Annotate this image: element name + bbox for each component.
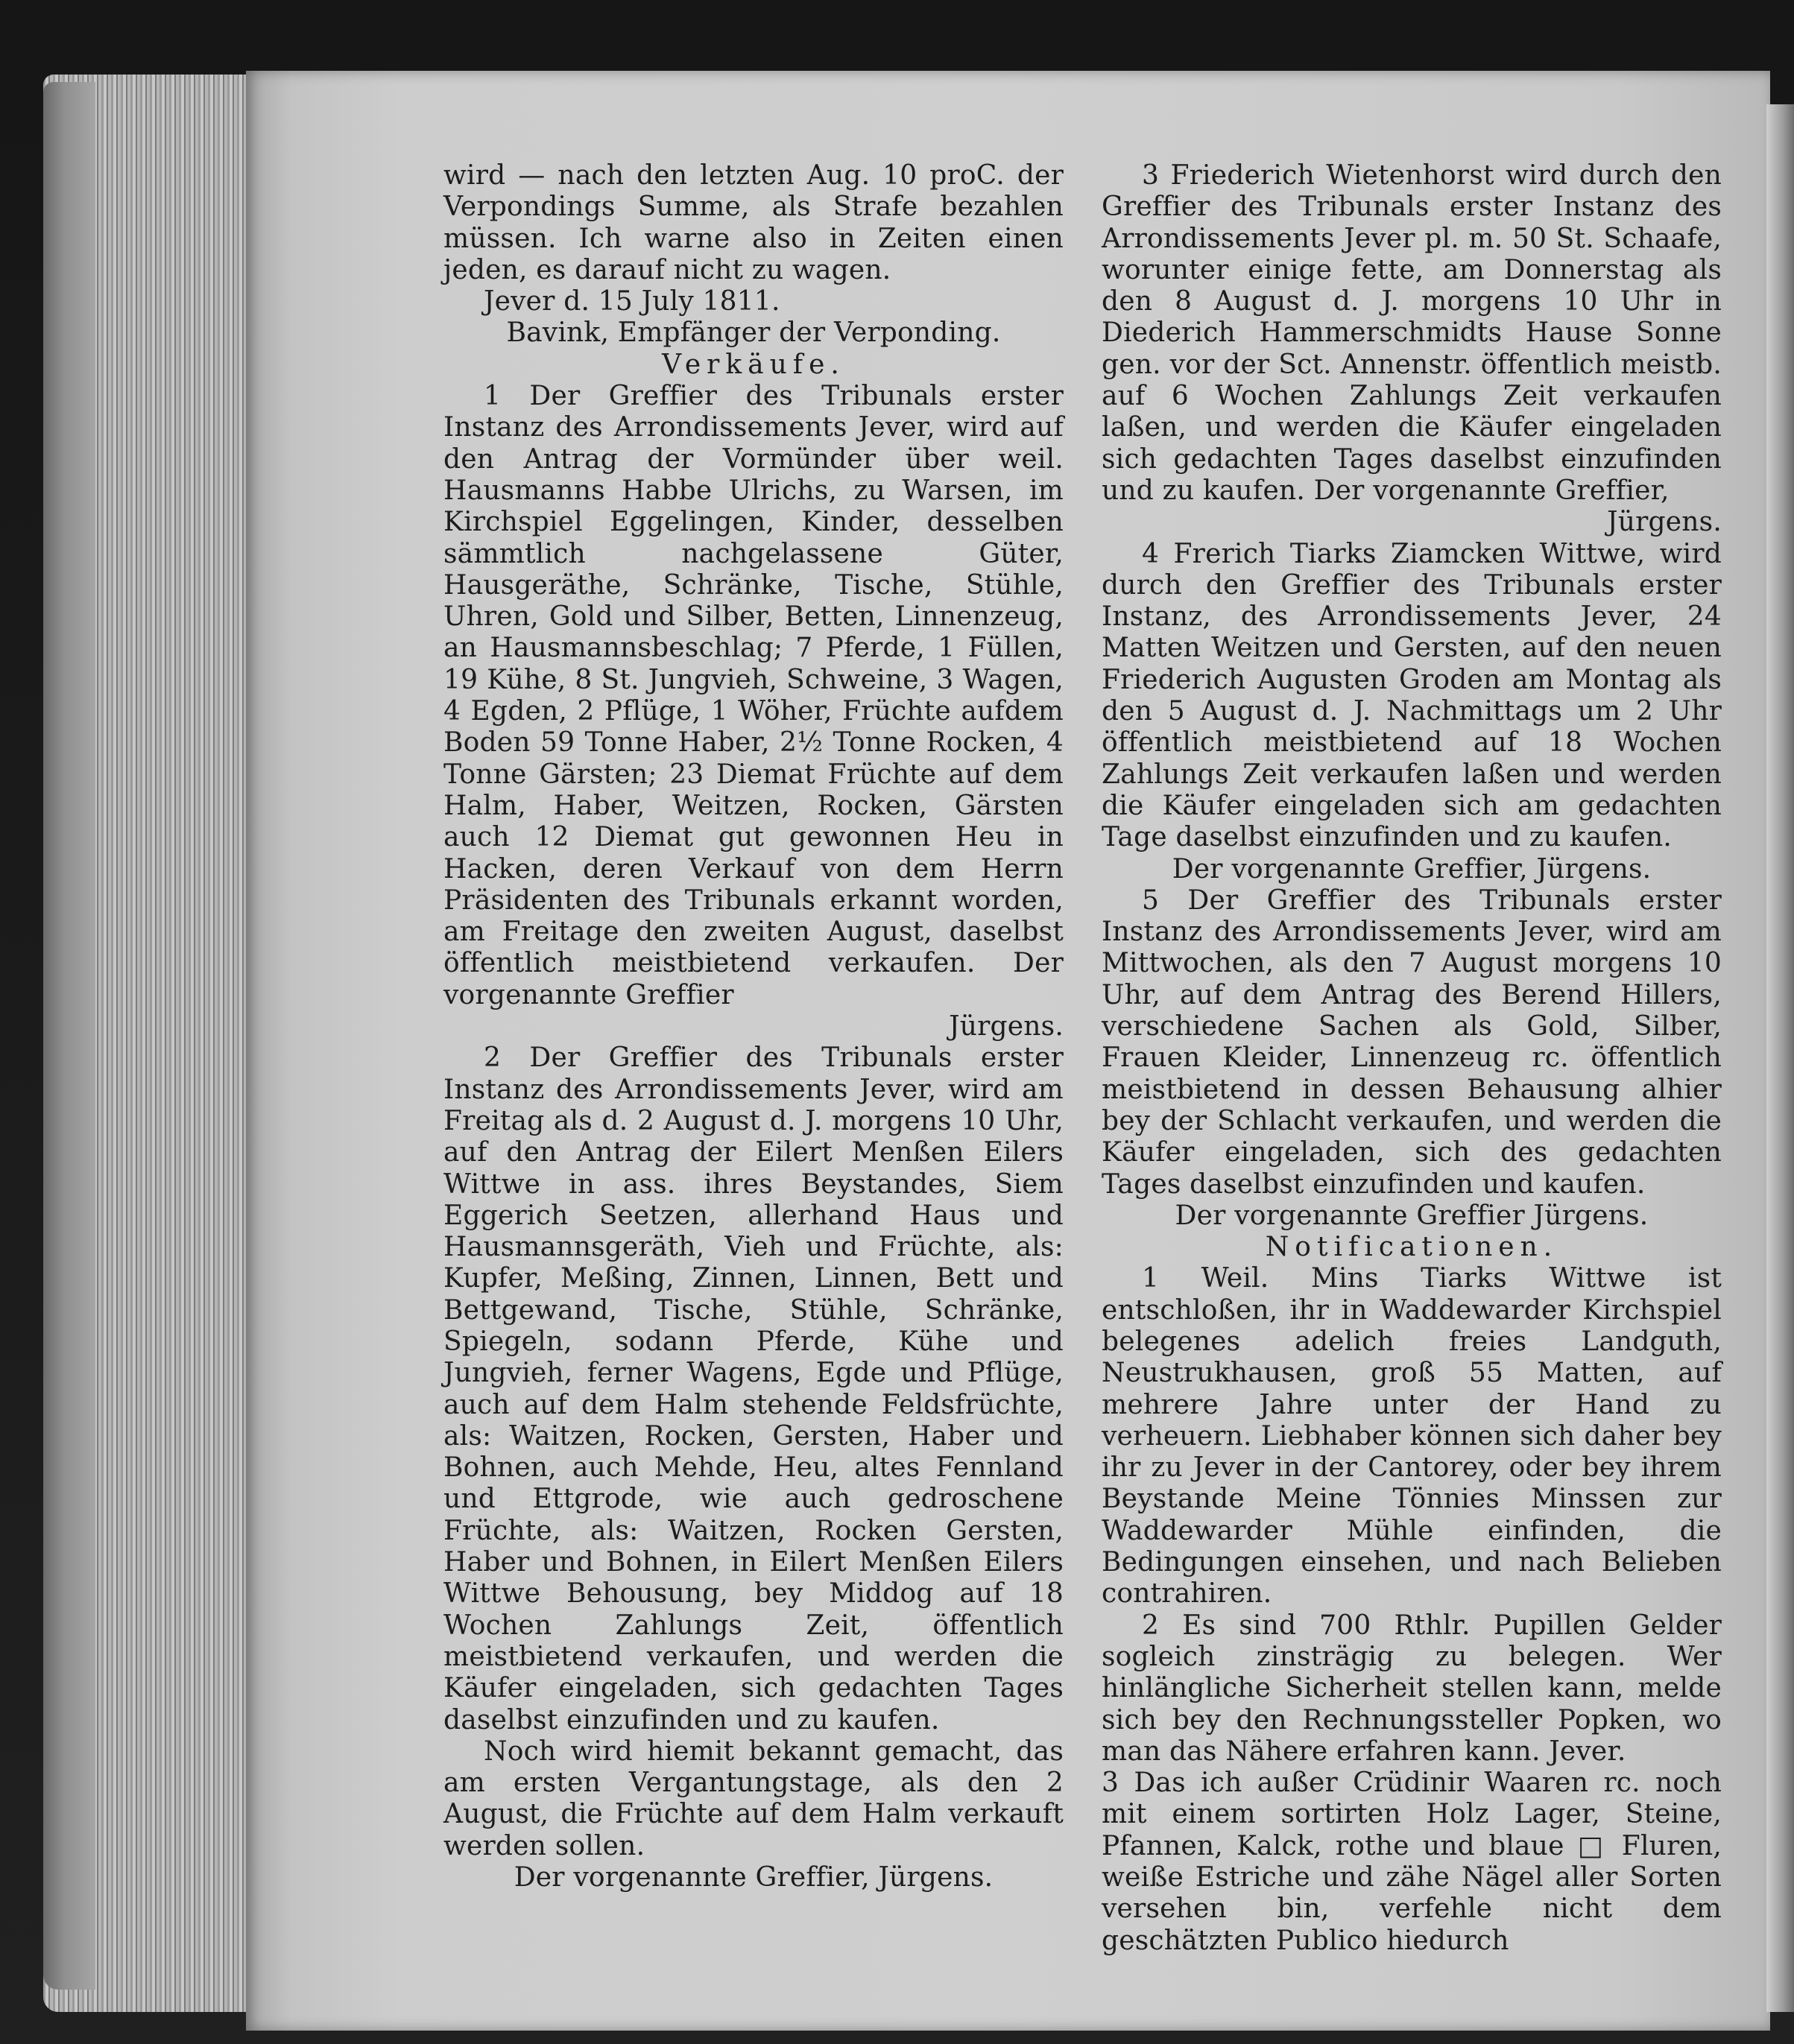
dateline: Jever d. 15 July 1811. [484, 286, 780, 317]
notice-2: 2 Der Greffier des Tribunals erster Instanz des Arrondissements Jever, wird am Freitag als d. 2 August d. J. morgens 10 Uhr, auf den Antrag der Eilert Menßen Eilers Wittwe in ass. ihres Beystandes, Siem Eggerich Seetzen, allerhand Haus und Hausmannsgeräth, Vieh und Früchte, als: Kupfer, Meßing, Zinnen, Linnen, Bett und Bettgewand, Tische, Stühle, Schränke, Spiegeln, sodann Pferde, Kühe und Jungvieh, ferner Wagens, Egde und Pflüge, auch auf dem Halm stehende Feldsfrüchte, als: Waitzen, Rocken, Gersten, Haber und Bohnen, auch Mehde, Heu, altes Fennland und Ettgrode, wie auch gedroschene Früchte, als: Waitzen, Rocken Gersten, Haber und Bohnen, in Eilert Menßen Eilers Wittwe Behousung, bey Middog auf 18 Wochen Zahlungs Zeit, öffentlich meistbietend verkaufen, und werden die Käufer eingeladen, sich gedachten Tages daselbst einzufinden und zu kaufen. [443, 1042, 1064, 1735]
notification-3: 3 Das ich außer Crüdinir Waaren rc. noch mit einem sortirten Holz Lager, Steine, Pfannen, Kalck, rothe und blaue □ Fluren, weiße Estriche und zähe Nägel aller Sorten versehen bin, verfehle nicht dem geschätzten Publico hiedurch [1102, 1768, 1722, 1956]
signature-line: Bavink, Empfänger der Verponding. [506, 317, 1001, 349]
notice-3: 3 Friederich Wietenhorst wird durch den Greffier des Tribunals erster Instanz des Arrondissements Jever pl. m. 50 St. Schaafe, worunter einige fette, am Donnerstag als den 8 August d. J. morgens 10 Uhr in Diederich Hammerschmidts Hause Sonne gen. vor der Sct. Annenstr. öffentlich meistb. auf 6 Wochen Zahlungs Zeit verkaufen laßen, und werden die Käufer eingeladen sich gedachten Tages daselbst einzufinden und zu kaufen. Der vorgenannte Greffier, [1102, 160, 1722, 506]
notice-3-signature: Jürgens. [1607, 507, 1722, 538]
notification-1: 1 Weil. Mins Tiarks Wittwe ist entschloßen, ihr in Waddewarder Kirchspiel belegenes adelich freies Landguth, Neustrukhausen, groß 55 Matten, auf mehrere Jahre unter der Hand zu verheuern. Liebhaber können sich daher bey ihr zu Jever in der Cantorey, oder bey ihrem Beystande Meine Tönnies Minssen zur Waddewarder Mühle einfinden, die Bedingungen einsehen, und nach Belieben contrahiren. [1102, 1263, 1722, 1610]
notice-2-signature: Der vorgenannte Greffier, Jürgens. [514, 1862, 994, 1893]
notice-1: 1 Der Greffier des Tribunals erster Instanz des Arrondissements Jever, wird auf den Antrag der Vormünder über weil. Hausmanns Habbe Ulrichs, zu Warsen, im Kirchspiel Eggelingen, Kinder, desselben sämmtlich nachgelassene Güter, Hausgeräthe, Schränke, Tische, Stühle, Uhren, Gold und Silber, Betten, Linnenzeug, an Hausmannsbeschlag; 7 Pferde, 1 Füllen, 19 Kühe, 8 St. Jungvieh, Schweine, 3 Wagen, 4 Egden, 2 Pflüge, 1 Wöher, Früchte aufdem Boden 59 Tonne Haber, 2½ Tonne Rocken, 4 Tonne Gärsten; 23 Diemat Früchte auf dem Halm, Haber, Weitzen, Rocken, Gärsten auch 12 Diemat gut gewonnen Heu in Hacken, deren Verkauf von dem Herrn Präsidenten des Tribunals erkannt worden, am Freitage den zweiten August, daselbst öffentlich meistbietend verkaufen. Der vorgenannte Greffier [443, 381, 1064, 1010]
notice-4: 4 Frerich Tiarks Ziamcken Wittwe, wird durch den Greffier des Tribunals erster Instanz, des Arrondissements Jever, 24 Matten Weitzen und Gersten, auf den neuen Friederich Augusten Groden am Montag als den 5 August d. J. Nachmittags um 2 Uhr öffentlich meistbietend auf 18 Wochen Zahlungs Zeit verkaufen laßen und werden die Käufer eingeladen sich am gedachten Tage daselbst einzufinden und zu kaufen. [1102, 538, 1722, 853]
notice-5-signature: Der vorgenannte Greffier Jürgens. [1175, 1200, 1649, 1231]
page-gutter-shadow [1766, 104, 1794, 2012]
book-cover-edge [43, 82, 95, 1990]
left-text-column [443, 160, 1064, 1893]
section-title-verkaeufe: Verkäufe. [662, 349, 845, 380]
notice-2-addendum: Noch wird hiemit bekannt gemacht, das am ersten Vergantungstage, als den 2 August, die Früchte auf dem Halm verkauft werden sollen. [443, 1735, 1064, 1861]
notice-4-signature: Der vorgenannte Greffier, Jürgens. [1172, 853, 1652, 885]
section-title-notificationen: Notificationen. [1265, 1232, 1558, 1263]
right-text-column [1102, 160, 1722, 1957]
intro-paragraph: wird — nach den letzten Aug. 10 proC. der Verpondings Summe, als Strafe bezahlen müssen. Ich warne also in Zeiten einen jeden, es darauf nicht zu wagen. [443, 160, 1064, 285]
notice-1-signature: Jürgens. [949, 1011, 1064, 1042]
notification-2: 2 Es sind 700 Rthlr. Pupillen Gelder sogleich zinsträgig zu belegen. Wer hinlängliche Sicherheit stellen kann, melde sich bey den Rechnungssteller Popken, wo man das Nähere erfahren kann. Jever. [1102, 1610, 1722, 1767]
notice-5: 5 Der Greffier des Tribunals erster Instanz des Arrondissements Jever, wird am Mittwochen, als den 7 August morgens 10 Uhr, auf dem Antrag des Berend Hillers, verschiedene Sachen als Gold, Silber, Frauen Kleider, Linnenzeug rc. öffentlich meistbietend in dessen Behausung alhier bey der Schlacht verkaufen, und werden die Käufer eingeladen, sich des gedachten Tages daselbst einzufinden und kaufen. [1102, 885, 1722, 1200]
